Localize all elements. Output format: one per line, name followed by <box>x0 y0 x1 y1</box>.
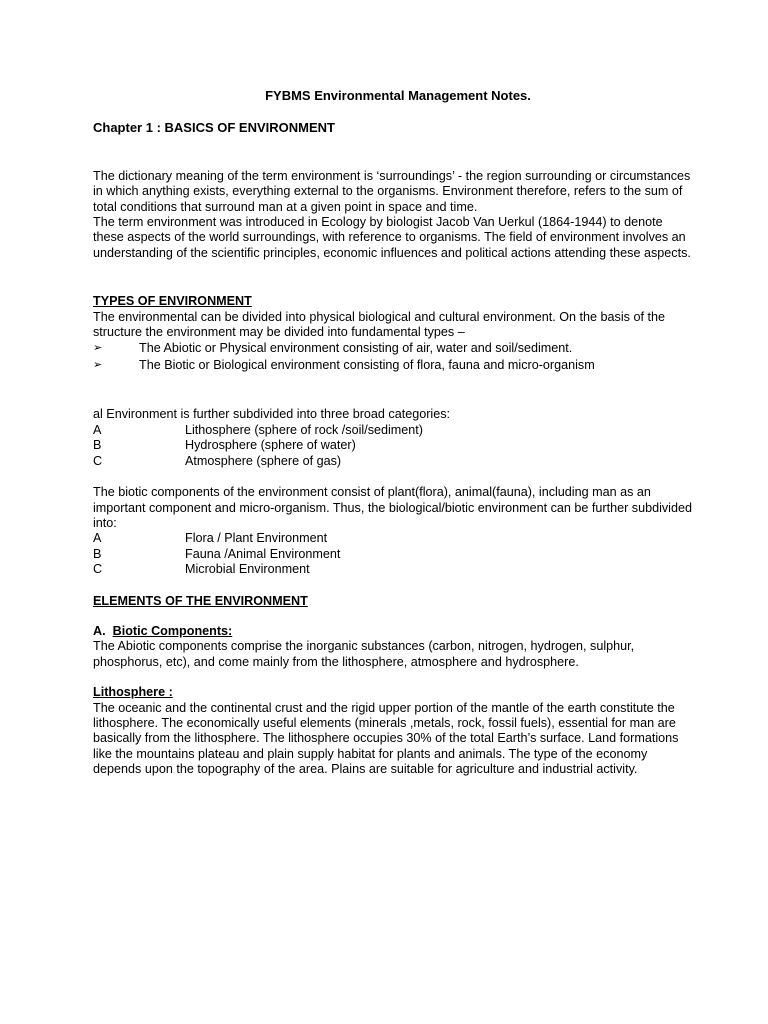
list-item-value: Atmosphere (sphere of gas) <box>185 453 342 468</box>
list-item-key: A <box>93 531 102 546</box>
list-item-key: A <box>93 422 102 437</box>
bullet-text: The Abiotic or Physical environment consisting of air, water and soil/sediment. <box>139 341 573 356</box>
list-item <box>93 454 693 469</box>
list-item-key: C <box>93 562 103 577</box>
list-item <box>93 438 693 453</box>
list-item <box>93 562 693 577</box>
list-item-key: B <box>93 546 102 561</box>
list-item-value: Microbial Environment <box>185 562 310 577</box>
chapter-heading: Chapter 1 : BASICS OF ENVIRONMENT <box>93 120 335 136</box>
intro-paragraph-1: The dictionary meaning of the term environment is ‘surroundings’ - the region surrounding or circumstances in which anything exists, everything external to the organisms. Environment therefore, refers to the sum of total conditions that surround man at a given point in space and time. <box>93 168 691 214</box>
list-item-value: Lithosphere (sphere of rock /soil/sediment) <box>185 422 423 437</box>
bullet-text: The Biotic or Biological environment consisting of flora, fauna and micro-organism <box>139 358 595 373</box>
list-item-value: Flora / Plant Environment <box>185 531 328 546</box>
list-item <box>93 531 693 546</box>
document-page <box>93 88 693 778</box>
arrow-bullet-icon: ➢ <box>93 359 103 372</box>
biotic-components-heading <box>93 624 693 639</box>
types-paragraph: The environmental can be divided into physical biological and cultural environment. On the basis of the structure the environment may be divided into fundamental types – <box>93 309 665 340</box>
arrow-bullet-icon: ➢ <box>93 342 103 355</box>
physical-paragraph: al Environment is further subdivided into three broad categories: <box>93 407 451 422</box>
elements-heading: ELEMENTS OF THE ENVIRONMENT <box>93 593 308 608</box>
lithosphere-heading: Lithosphere : <box>93 685 173 700</box>
sub-heading-prefix: A. <box>93 623 106 638</box>
types-heading: TYPES OF ENVIRONMENT <box>93 294 252 309</box>
list-item-value: Hydrosphere (sphere of water) <box>185 438 356 453</box>
bullet-item <box>93 340 693 357</box>
document-title: FYBMS Environmental Management Notes. <box>265 88 531 103</box>
biotic-paragraph: The biotic components of the environment consist of plant(flora), animal(fauna), including man as an important component and micro-organism. Thus, the biological/biotic environment can be further subdivided into: <box>93 485 692 530</box>
list-item-key: C <box>93 453 103 468</box>
list-item <box>93 423 693 438</box>
biotic-components-paragraph: The Abiotic components comprise the inorganic substances (carbon, nitrogen, hydrogen, sulphur, phosphorus, etc), and come mainly from the lithosphere, atmosphere and hydrosphere. <box>93 639 635 669</box>
lithosphere-paragraph: The oceanic and the continental crust and the rigid upper portion of the mantle of the earth constitute the lithosphere. The economically useful elements (minerals ,metals, rock, fossil fuels), essential for man are basically from the lithosphere. The lithosphere occupies 30% of the total Earth’s surface. Land formations like the mountains plateau and plain supply habitat for plants and animals. The type of the economy depends upon the topography of the area. Plains are suitable for agriculture and industrial activity. <box>93 700 679 777</box>
list-item <box>93 547 693 562</box>
list-item-value: Fauna /Animal Environment <box>185 546 341 561</box>
bullet-item <box>93 357 693 374</box>
intro-paragraph-2: The term environment was introduced in Ecology by biologist Jacob Van Uerkul (1864-1944) to denote these aspects of the world surroundings, with reference to organisms. The field of environment involves an understanding of the scientific principles, economic influences and political actions attending these aspects. <box>93 215 691 260</box>
list-item-key: B <box>93 438 102 453</box>
sub-heading-label: Biotic Components: <box>112 623 233 638</box>
